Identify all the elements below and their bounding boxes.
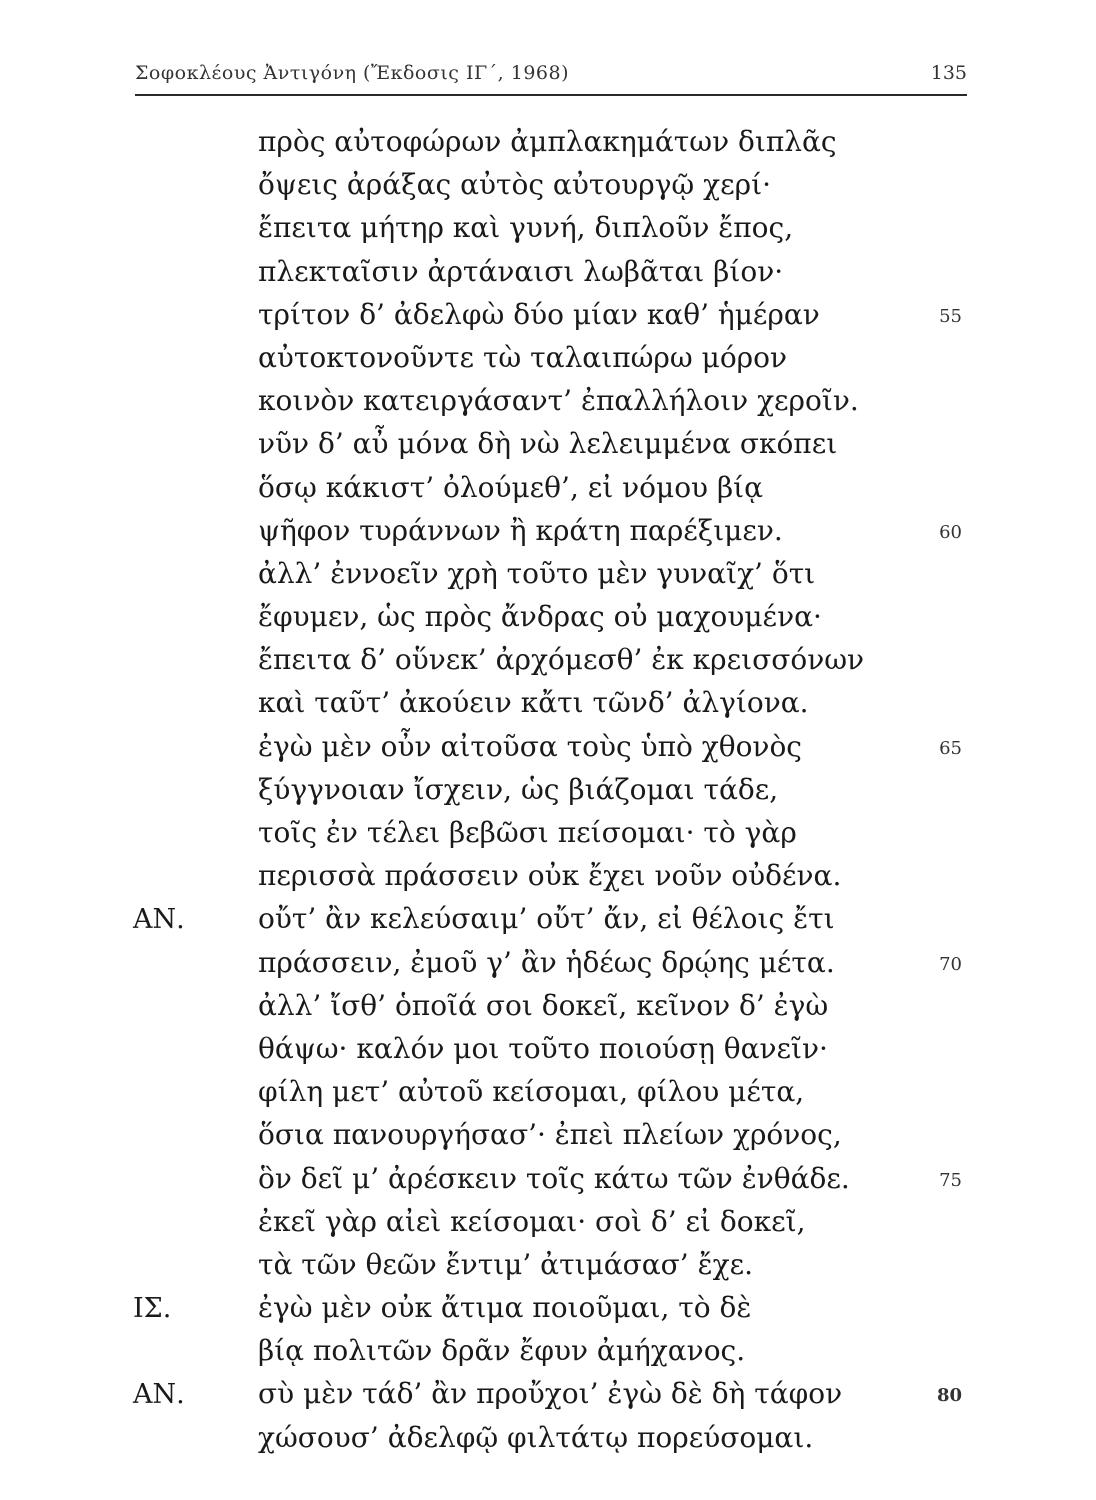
verse-text: αὐτοκτονοῦντε τὼ ταλαιπώρω μόρον bbox=[258, 340, 788, 374]
verse-line bbox=[0, 255, 1096, 298]
verse-line bbox=[0, 1075, 1096, 1118]
verse-line bbox=[0, 773, 1096, 816]
verse-text: ἀλλ’ ἐννοεῖν χρὴ τοῦτο μὲν γυναῖχ’ ὅτι bbox=[258, 556, 816, 590]
verse-line bbox=[0, 643, 1096, 686]
verse-text: χώσουσ’ ἀδελφῷ φιλτάτῳ πορεύσομαι. bbox=[258, 1420, 814, 1454]
verse-line bbox=[0, 168, 1096, 211]
line-number: 70 bbox=[939, 953, 962, 975]
verse-line bbox=[0, 1377, 1096, 1420]
verse-text: περισσὰ πράσσειν οὐκ ἔχει νοῦν οὐδένα. bbox=[258, 859, 842, 893]
speaker-label: ΑΝ. bbox=[133, 904, 185, 936]
verse-text: ὅσια πανουργήσασ’· ἐπεὶ πλείων χρόνος, bbox=[258, 1118, 842, 1152]
verse-text: τοῖς ἐν τέλει βεβῶσι πείσομαι· τὸ γὰρ bbox=[258, 816, 797, 849]
verse-text: πράσσειν, ἐμοῦ γ’ ἂν ἡδέως δρῴης μέτα. bbox=[258, 945, 835, 979]
verse-text: σὺ μὲν τάδ’ ἂν προὔχοι’ ἐγὼ δὲ δὴ τάφον bbox=[258, 1377, 843, 1411]
verse-line bbox=[0, 600, 1096, 643]
verse-block bbox=[0, 125, 1096, 1464]
verse-line bbox=[0, 1162, 1096, 1205]
verse-text: οὔτ’ ἂν κελεύσαιμ’ οὔτ’ ἄν, εἰ θέλοις ἔτι bbox=[258, 902, 835, 936]
verse-text: ἐγὼ μὲν οὐκ ἄτιμα ποιοῦμαι, τὸ δὲ bbox=[258, 1291, 752, 1325]
verse-line bbox=[0, 1421, 1096, 1464]
verse-text: ὄψεις ἀράξας αὐτὸς αὐτουργῷ χερί· bbox=[258, 168, 771, 202]
verse-line bbox=[0, 816, 1096, 859]
verse-line bbox=[0, 730, 1096, 773]
verse-text: ὃν δεῖ μ’ ἀρέσκειν τοῖς κάτω τῶν ἐνθάδε. bbox=[258, 1161, 850, 1195]
verse-text: πρὸς αὐτοφώρων ἀμπλακημάτων διπλᾶς bbox=[258, 125, 837, 158]
verse-line bbox=[0, 298, 1096, 341]
verse-text: ἔπειτα μήτηρ καὶ γυνή, διπλοῦν ἔπος, bbox=[258, 211, 794, 245]
verse-line bbox=[0, 471, 1096, 514]
verse-line bbox=[0, 125, 1096, 168]
verse-line bbox=[0, 989, 1096, 1032]
verse-text: φίλη μετ’ αὐτοῦ κείσομαι, φίλου μέτα, bbox=[258, 1075, 805, 1109]
line-number: 60 bbox=[939, 521, 962, 543]
verse-line bbox=[0, 1118, 1096, 1161]
verse-text: ἔφυμεν, ὡς πρὸς ἄνδρας οὐ μαχουμένα· bbox=[258, 600, 822, 634]
speaker-label: ΙΣ. bbox=[133, 1293, 172, 1325]
verse-text: βίᾳ πολιτῶν δρᾶν ἔφυν ἀμήχανος. bbox=[258, 1334, 746, 1368]
verse-text: πλεκταῖσιν ἀρτάναισι λωβᾶται βίον· bbox=[258, 254, 784, 288]
verse-line bbox=[0, 1334, 1096, 1377]
verse-text: ἐγὼ μὲν οὖν αἰτοῦσα τοὺς ὑπὸ χθονὸς bbox=[258, 729, 802, 763]
verse-line bbox=[0, 384, 1096, 427]
running-header bbox=[135, 58, 967, 96]
verse-line bbox=[0, 946, 1096, 989]
line-number: 65 bbox=[939, 737, 962, 759]
verse-text: θάψω· καλόν μοι τοῦτο ποιούσῃ θανεῖν· bbox=[258, 1031, 828, 1065]
page-number: 135 bbox=[930, 62, 967, 84]
header-title: Σοφοκλέους Ἀντιγόνη (Ἔκδοσις ΙΓ΄, 1968) bbox=[135, 62, 570, 84]
verse-line bbox=[0, 686, 1096, 729]
verse-text: ξύγγνοιαν ἴσχειν, ὡς βιάζομαι τάδε, bbox=[258, 772, 779, 806]
verse-line bbox=[0, 1205, 1096, 1248]
verse-text: ἀλλ’ ἴσθ’ ὁποῖά σοι δοκεῖ, κεῖνον δ’ ἐγὼ bbox=[258, 988, 829, 1022]
verse-line bbox=[0, 1291, 1096, 1334]
verse-line bbox=[0, 557, 1096, 600]
verse-text: ψῆφον τυράννων ἢ κράτη παρέξιμεν. bbox=[258, 513, 783, 547]
verse-line bbox=[0, 427, 1096, 470]
verse-text: ὅσῳ κάκιστ’ ὀλούμεθ’, εἰ νόμου βίᾳ bbox=[258, 470, 764, 504]
verse-line bbox=[0, 859, 1096, 902]
speaker-label: ΑΝ. bbox=[133, 1379, 185, 1411]
verse-text: κοινὸν κατειργάσαντ’ ἐπαλλήλοιν χεροῖν. bbox=[258, 384, 859, 418]
verse-line bbox=[0, 341, 1096, 384]
verse-line bbox=[0, 1248, 1096, 1291]
verse-text: τρίτον δ’ ἀδελφὼ δύο μίαν καθ’ ἡμέραν bbox=[258, 297, 820, 331]
verse-line bbox=[0, 902, 1096, 945]
verse-text: νῦν δ’ αὖ μόνα δὴ νὼ λελειμμένα σκόπει bbox=[258, 427, 838, 461]
verse-line bbox=[0, 1032, 1096, 1075]
verse-line bbox=[0, 211, 1096, 254]
line-number: 80 bbox=[936, 1385, 962, 1407]
verse-text: τὰ τῶν θεῶν ἔντιμ’ ἀτιμάσασ’ ἔχε. bbox=[258, 1247, 753, 1281]
verse-text: ἐκεῖ γὰρ αἰεὶ κείσομαι· σοὶ δ’ εἰ δοκεῖ, bbox=[258, 1204, 806, 1238]
verse-line bbox=[0, 514, 1096, 557]
line-number: 55 bbox=[939, 305, 962, 327]
verse-text: καὶ ταῦτ’ ἀκούειν κἄτι τῶνδ’ ἀλγίονα. bbox=[258, 686, 809, 720]
verse-text: ἔπειτα δ’ οὕνεκ’ ἀρχόμεσθ’ ἐκ κρεισσόνων bbox=[258, 643, 865, 677]
line-number: 75 bbox=[939, 1169, 962, 1191]
